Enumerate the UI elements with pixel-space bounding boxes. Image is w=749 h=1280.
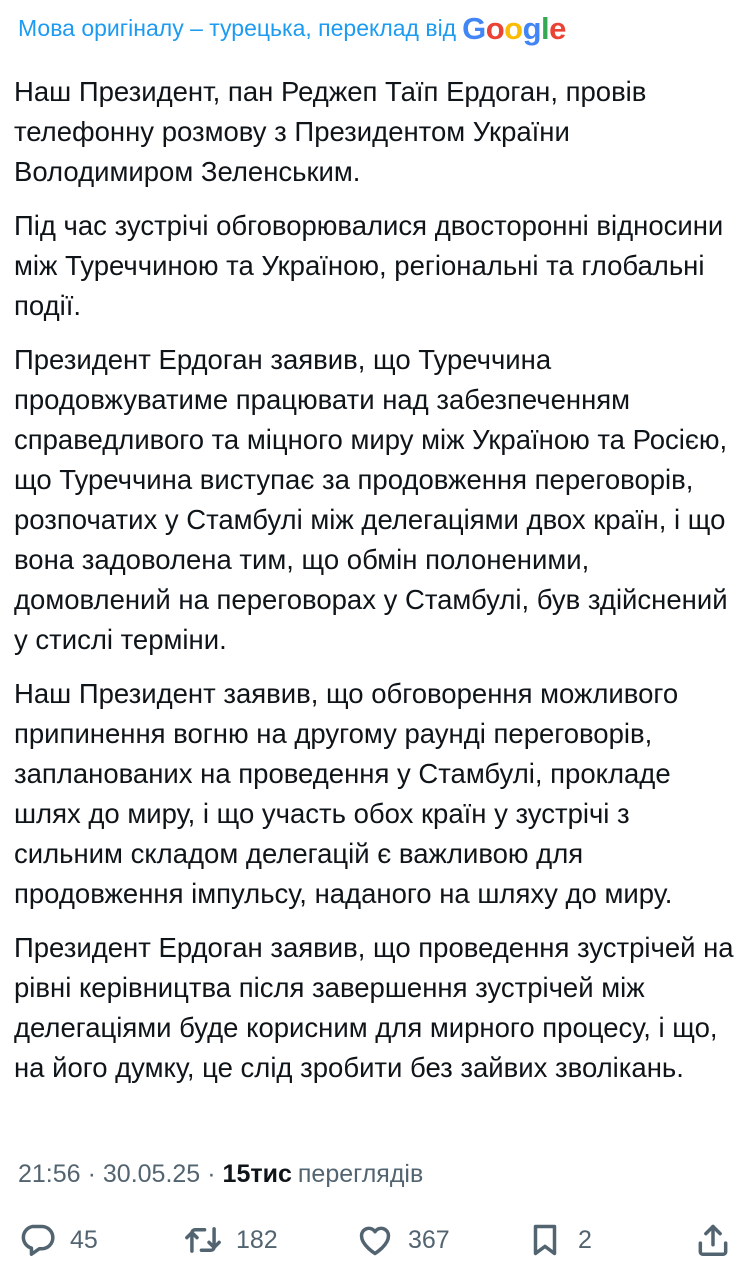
translation-label: Мова оригіналу – турецька, переклад від xyxy=(18,14,457,41)
tweet-text xyxy=(14,72,739,1102)
heart-icon xyxy=(356,1221,394,1259)
bookmark-button[interactable] xyxy=(526,1214,592,1266)
tweet-date[interactable]: 30.05.25 xyxy=(102,1159,201,1188)
tweet-paragraph: Наш Президент, пан Реджеп Таїп Ердоган, провів телефонну розмову з Президентом України Володимиром Зеленським. xyxy=(14,76,647,187)
tweet-paragraph: Наш Президент заявив, що обговорення можливого припинення вогню на другому раунді переговорів, запланованих на проведення у Стамбулі, прокладе шлях до миру, і що участь обох країн у зустрічі з сильним складом делегацій є важливою для продовження імпульсу, наданого на шляху до миру. xyxy=(14,678,679,909)
like-button[interactable] xyxy=(356,1214,450,1266)
repost-icon xyxy=(184,1221,222,1259)
tweet-paragraph: Президент Ердоган заявив, що Туреччина продовжуватиме працювати над забезпеченням справедливого та міцного миру між Україною та Росією, що Туреччина виступає за продовження переговорів, розпочатих у Стамбулі між делегаціями двох країн, і що вона задоволена тим, що обмін полоненими, домовлений на переговорах у Стамбулі, був здійснений у стислі терміни. xyxy=(14,344,728,655)
views-count[interactable]: 15тис xyxy=(222,1159,292,1188)
meta-separator: · xyxy=(87,1159,96,1188)
tweet-meta xyxy=(18,1154,423,1194)
meta-separator: · xyxy=(207,1159,216,1188)
like-count: 367 xyxy=(408,1225,450,1254)
tweet-paragraph: Під час зустрічі обговорювалися двосторонні відносини між Туреччиною та Україною, регіональні та глобальні події. xyxy=(14,210,724,321)
bookmark-icon xyxy=(526,1221,564,1259)
tweet-time[interactable]: 21:56 xyxy=(18,1159,81,1188)
tweet-paragraph: Президент Ердоган заявив, що проведення зустрічей на рівні керівництва після завершення зустрічей між делегаціями буде корисним для мирного процесу, і що, на його думку, це слід зробити без зайвих зволікань. xyxy=(14,932,734,1083)
reply-icon xyxy=(18,1221,56,1259)
reply-button[interactable] xyxy=(18,1214,98,1266)
google-logo: Google xyxy=(462,10,566,46)
tweet-actions-bar xyxy=(0,1214,749,1266)
translation-notice[interactable] xyxy=(18,10,566,46)
repost-button[interactable] xyxy=(184,1214,278,1266)
reply-count: 45 xyxy=(70,1225,98,1254)
share-button[interactable] xyxy=(694,1214,732,1266)
share-icon xyxy=(694,1221,732,1259)
repost-count: 182 xyxy=(236,1225,278,1254)
bookmark-count: 2 xyxy=(578,1225,592,1254)
views-label: переглядів xyxy=(297,1159,424,1188)
